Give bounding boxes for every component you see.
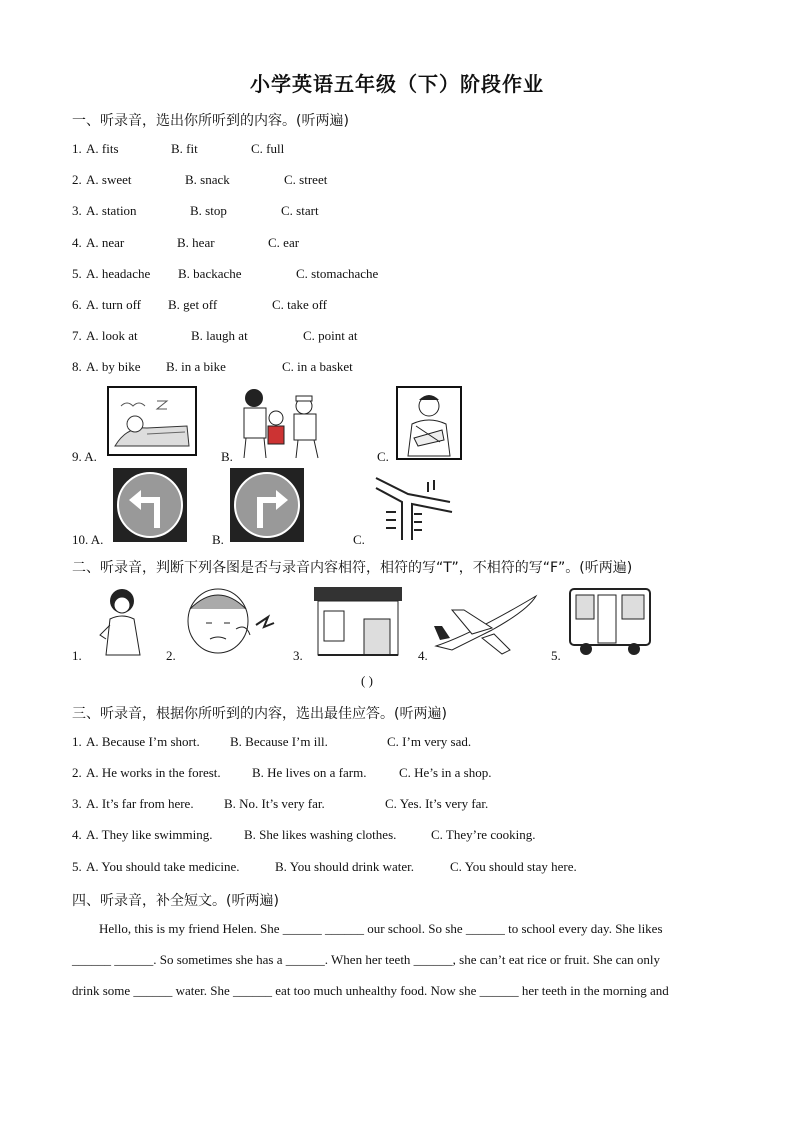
item-number: 6.: [72, 297, 82, 312]
option-a[interactable]: A. by bike: [86, 359, 141, 374]
q9-picture-a-sleeping: [107, 386, 197, 456]
option-b[interactable]: B. No. It’s very far.: [224, 796, 325, 811]
part2-picture-1-girl-pointing: [96, 585, 148, 657]
q9-label-a: 9. A.: [72, 449, 97, 464]
item-number: 1.: [72, 734, 82, 749]
option-c[interactable]: C. They’re cooking.: [431, 827, 536, 842]
q10-label-b: B.: [212, 532, 224, 547]
option-b[interactable]: B. He lives on a farm.: [252, 765, 367, 780]
part4-heading: 四、听录音，补全短文。(听两遍): [72, 893, 279, 909]
option-a[interactable]: A. He works in the forest.: [86, 765, 221, 780]
option-b[interactable]: B. Because I’m ill.: [230, 734, 328, 749]
option-c[interactable]: C. full: [251, 141, 285, 156]
part2-picture-4-airplane: [432, 590, 540, 656]
item-number: 7.: [72, 328, 82, 343]
option-a[interactable]: A. They like swimming.: [86, 827, 213, 842]
q9-picture-b-doctor: [236, 386, 328, 462]
item-number: 2.: [72, 765, 82, 780]
passage-line-3: drink some ______ water. She ______ eat too much unhealthy food. Now she ______ her teeth in the morning and: [72, 983, 669, 998]
q10-picture-a-turn-left-sign: [113, 468, 187, 542]
option-b[interactable]: B. fit: [171, 141, 198, 156]
option-a[interactable]: A. fits: [86, 141, 119, 156]
passage-line-1: Hello, this is my friend Helen. She ______ ______ our school. So she ______ to school every day. She likes: [99, 921, 663, 936]
option-a[interactable]: A. sweet: [86, 172, 132, 187]
option-a[interactable]: A. near: [86, 235, 125, 250]
q10-picture-c-street-map: [372, 468, 454, 542]
option-a[interactable]: A. You should take medicine.: [86, 859, 240, 874]
option-c[interactable]: C. start: [281, 203, 319, 218]
option-b[interactable]: B. in a bike: [166, 359, 226, 374]
part1-item-5: [72, 266, 712, 284]
option-b[interactable]: B. snack: [185, 172, 230, 187]
part2-label-4: 4.: [418, 648, 428, 663]
item-number: 4.: [72, 827, 82, 842]
option-b[interactable]: B. stop: [190, 203, 227, 218]
option-b[interactable]: B. You should drink water.: [275, 859, 415, 874]
option-c[interactable]: C. He’s in a shop.: [399, 765, 492, 780]
part2-label-1: 1.: [72, 648, 82, 663]
q9-label-b: B.: [221, 449, 233, 464]
part3-item-5: [72, 859, 712, 877]
item-number: 4.: [72, 235, 82, 250]
part2-answer-bracket[interactable]: ( ): [361, 673, 373, 688]
item-number: 3.: [72, 796, 82, 811]
part2-picture-2-toothache: [180, 585, 276, 657]
part3-item-3: [72, 796, 712, 814]
part2-picture-5-bus: [566, 585, 654, 657]
option-b[interactable]: B. get off: [168, 297, 218, 312]
option-a[interactable]: A. Because I’m short.: [86, 734, 200, 749]
option-c[interactable]: C. Yes. It’s very far.: [385, 796, 489, 811]
option-a[interactable]: A. station: [86, 203, 137, 218]
part2-label-5: 5.: [551, 648, 561, 663]
option-c[interactable]: C. in a basket: [282, 359, 353, 374]
part2-label-3: 3.: [293, 648, 303, 663]
option-c[interactable]: C. stomachache: [296, 266, 379, 281]
item-number: 5.: [72, 266, 82, 281]
option-a[interactable]: A. look at: [86, 328, 138, 343]
option-c[interactable]: C. ear: [268, 235, 300, 250]
passage-line-2: ______ ______. So sometimes she has a ______. When her teeth ______, she can’t eat rice or fruit. She can only: [72, 952, 661, 967]
option-a[interactable]: A. turn off: [86, 297, 142, 312]
part1-item-4: [72, 235, 712, 253]
part1-item-6: [72, 297, 712, 315]
item-number: 2.: [72, 172, 82, 187]
part1-item-2: [72, 172, 712, 190]
option-a[interactable]: A. It’s far from here.: [86, 796, 194, 811]
option-c[interactable]: C. street: [284, 172, 328, 187]
option-b[interactable]: B. backache: [178, 266, 242, 281]
q9-picture-c-arm-sling: [396, 386, 462, 460]
part2-picture-3-building: [310, 585, 406, 657]
option-c[interactable]: C. point at: [303, 328, 358, 343]
page-title: 小学英语五年级（下）阶段作业: [250, 72, 544, 96]
option-c[interactable]: C. I’m very sad.: [387, 734, 472, 749]
item-number: 1.: [72, 141, 82, 156]
item-number: 8.: [72, 359, 82, 374]
option-b[interactable]: B. laugh at: [191, 328, 248, 343]
part1-item-3: [72, 203, 712, 221]
part3-heading: 三、听录音，根据你所听到的内容，选出最佳应答。(听两遍): [72, 706, 447, 722]
option-b[interactable]: B. hear: [177, 235, 215, 250]
option-b[interactable]: B. She likes washing clothes.: [244, 827, 397, 842]
item-number: 5.: [72, 859, 82, 874]
option-c[interactable]: C. You should stay here.: [450, 859, 577, 874]
part2-label-2: 2.: [166, 648, 176, 663]
part2-heading: 二、听录音，判断下列各图是否与录音内容相符，相符的写“T”，不相符的写“F”。(听两遍): [72, 560, 633, 576]
option-c[interactable]: C. take off: [272, 297, 327, 312]
option-a[interactable]: A. headache: [86, 266, 151, 281]
q10-label-c: C.: [353, 532, 365, 547]
part3-item-4: [72, 827, 712, 845]
part3-item-1: [72, 734, 712, 752]
item-number: 3.: [72, 203, 82, 218]
part3-item-2: [72, 765, 712, 783]
part1-item-7: [72, 328, 712, 346]
part1-item-1: [72, 141, 712, 159]
part1-item-8: [72, 359, 712, 377]
q10-label-a: 10. A.: [72, 532, 104, 547]
part1-heading: 一、听录音，选出你所听到的内容。(听两遍): [72, 113, 349, 129]
q9-label-c: C.: [377, 449, 389, 464]
q10-picture-b-turn-right-sign: [230, 468, 304, 542]
